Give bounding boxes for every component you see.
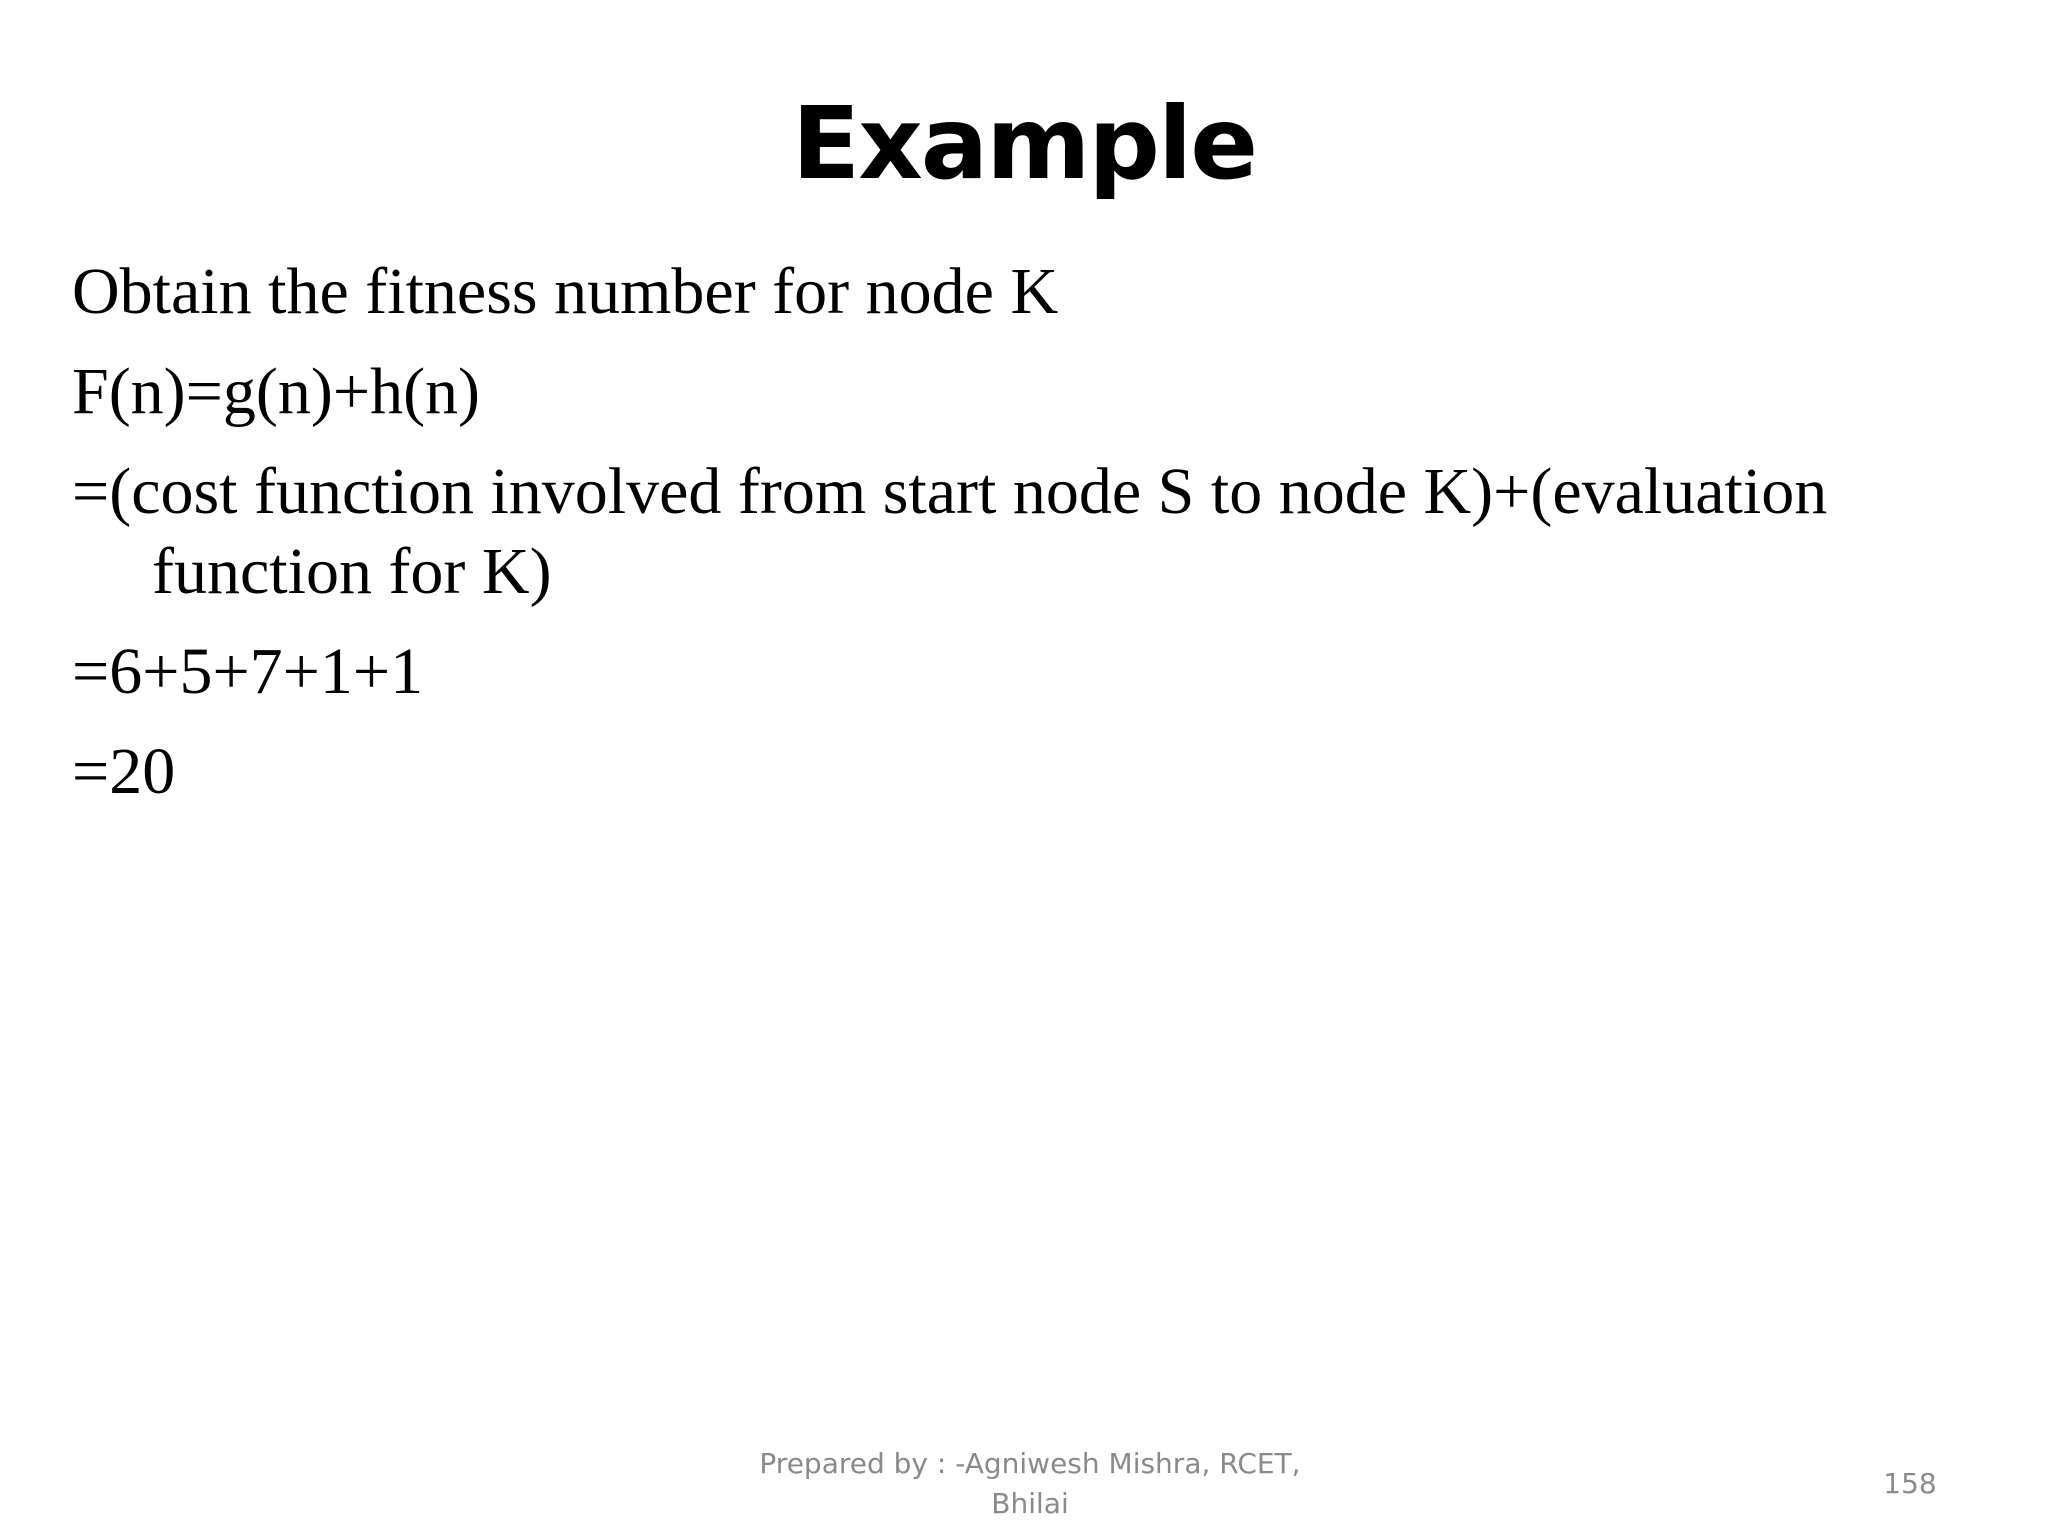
page-number: 158 bbox=[1883, 1467, 1937, 1500]
body-line-prompt: Obtain the fitness number for node K bbox=[72, 255, 1059, 328]
footer-credit-line-1: Prepared by : -Agniwesh Mishra, RCET, bbox=[759, 1447, 1301, 1480]
body-line-result: =20 bbox=[72, 735, 176, 808]
body-line-formula: F(n)=g(n)+h(n) bbox=[72, 355, 481, 428]
footer-credit bbox=[740, 1444, 1320, 1524]
slide-title: Example bbox=[791, 85, 1257, 202]
footer-credit-line-2: Bhilai bbox=[991, 1487, 1069, 1520]
slide-body bbox=[72, 252, 1972, 832]
body-line-sum: =6+5+7+1+1 bbox=[72, 635, 424, 708]
body-line-expansion: =(cost function involved from start node S to node K)+(evaluation function for K) bbox=[72, 455, 1828, 608]
